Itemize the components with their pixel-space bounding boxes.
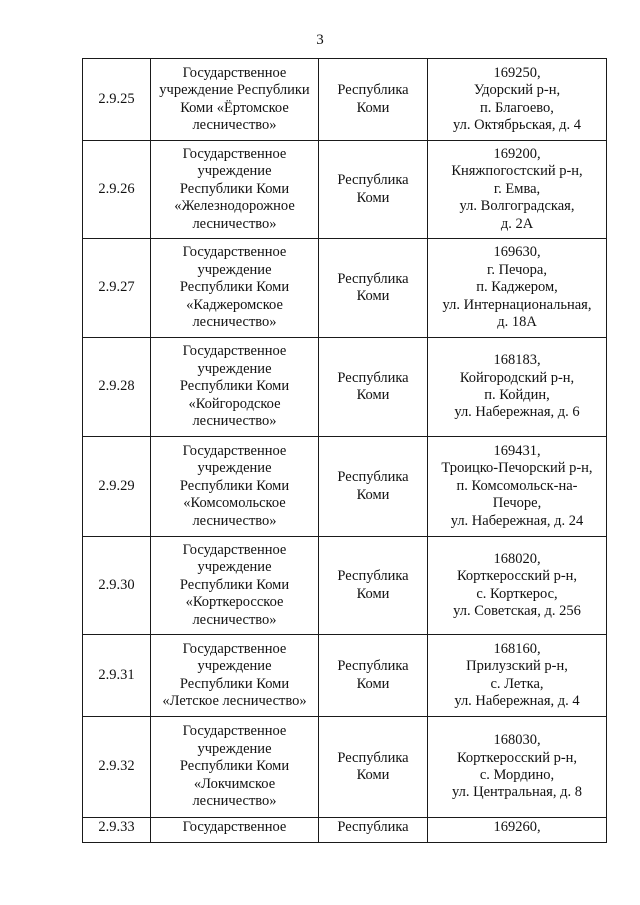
- institution-name: Государственное учреждение Республики Коми «Локчимское лесничество»: [151, 717, 319, 818]
- forestry-registry-table: [82, 58, 607, 843]
- row-number: 2.9.33: [83, 818, 151, 843]
- region: Республика Коми: [319, 338, 428, 437]
- address: 168160, Прилузский р-н, с. Летка, ул. Набережная, д. 4: [428, 635, 607, 717]
- table-row: [83, 141, 607, 239]
- region: Республика Коми: [319, 717, 428, 818]
- table-row: [83, 239, 607, 338]
- region: Республика Коми: [319, 437, 428, 537]
- region: Республика Коми: [319, 59, 428, 141]
- row-number: 2.9.32: [83, 717, 151, 818]
- row-number: 2.9.30: [83, 537, 151, 635]
- institution-name: Государственное учреждение Республики Коми «Комсомольское лесничество»: [151, 437, 319, 537]
- table-row: [83, 338, 607, 437]
- institution-name: Государственное учреждение Республики Коми «Летское лесничество»: [151, 635, 319, 717]
- row-number: 2.9.31: [83, 635, 151, 717]
- region: Республика Коми: [319, 635, 428, 717]
- address: 169200, Княжпогостский р-н, г. Емва, ул. Волгоградская, д. 2А: [428, 141, 607, 239]
- address: 168183, Койгородский р-н, п. Койдин, ул. Набережная, д. 6: [428, 338, 607, 437]
- table-row: [83, 537, 607, 635]
- institution-name: Государственное учреждение Республики Коми «Каджеромское лесничество»: [151, 239, 319, 338]
- address: 169431, Троицко-Печорский р-н, п. Комсомольск-на- Печоре, ул. Набережная, д. 24: [428, 437, 607, 537]
- table-row: [83, 437, 607, 537]
- address: 168020, Корткеросский р-н, с. Корткерос, ул. Советская, д. 256: [428, 537, 607, 635]
- address: 169260,: [428, 818, 607, 843]
- row-number: 2.9.25: [83, 59, 151, 141]
- address: 169630, г. Печора, п. Каджером, ул. Интернациональная, д. 18А: [428, 239, 607, 338]
- region: Республика Коми: [319, 141, 428, 239]
- institution-name: Государственное: [151, 818, 319, 843]
- institution-name: Государственное учреждение Республики Коми «Корткеросское лесничество»: [151, 537, 319, 635]
- institution-name: Государственное учреждение Республики Коми «Железнодорожное лесничество»: [151, 141, 319, 239]
- page-number: 3: [316, 32, 324, 48]
- region: Республика Коми: [319, 239, 428, 338]
- table-row: [83, 59, 607, 141]
- region: Республика: [319, 818, 428, 843]
- row-number: 2.9.28: [83, 338, 151, 437]
- institution-name: Государственное учреждение Республики Коми «Ёртомское лесничество»: [151, 59, 319, 141]
- table-row: [83, 717, 607, 818]
- table-row: [83, 818, 607, 843]
- institution-name: Государственное учреждение Республики Коми «Койгородское лесничество»: [151, 338, 319, 437]
- address: 168030, Корткеросский р-н, с. Мордино, ул. Центральная, д. 8: [428, 717, 607, 818]
- row-number: 2.9.27: [83, 239, 151, 338]
- address: 169250, Удорский р-н, п. Благоево, ул. Октябрьская, д. 4: [428, 59, 607, 141]
- region: Республика Коми: [319, 537, 428, 635]
- row-number: 2.9.29: [83, 437, 151, 537]
- table-row: [83, 635, 607, 717]
- row-number: 2.9.26: [83, 141, 151, 239]
